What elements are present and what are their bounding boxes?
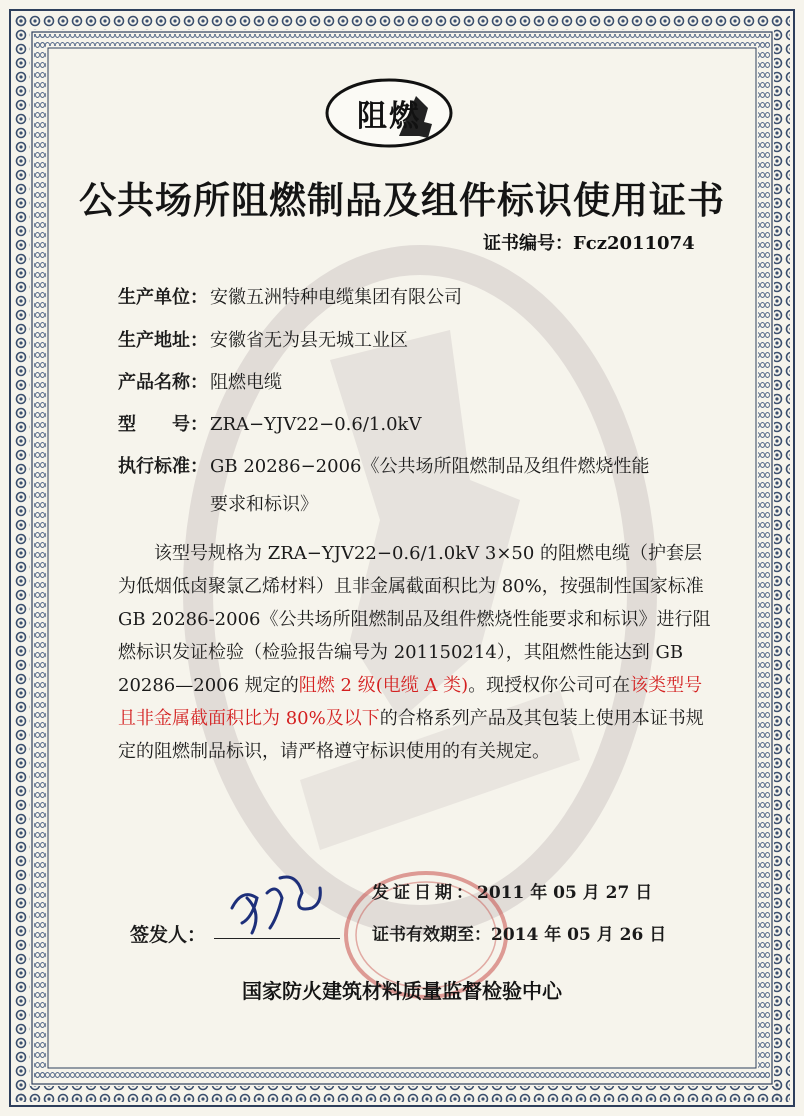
field-value: 阻燃电缆 bbox=[210, 372, 282, 393]
body-text: 该型号规格为 ZRA−YJV22−0.6/1.0kV 3×50 的阻燃电缆（护套层为低烟低卤聚氯乙烯材料）且非金属截面积比为 80%，按强制性国家标准 GB 20286-2006《公共场所阻燃制品及组件燃烧性能要求和标识》进行阻燃标识发证检验（检验报告编号为 201150214），其阻燃性能达到 GB 20286—2006 规定的 bbox=[118, 543, 711, 696]
valid-until bbox=[372, 920, 666, 945]
field-label: 执行标准： bbox=[118, 456, 208, 477]
issue-date-value: 2011 年 05 月 27 日 bbox=[477, 883, 653, 903]
field-manufacturer bbox=[118, 287, 462, 309]
field-value: GB 20286−2006《公共场所阻燃制品及组件燃烧性能 bbox=[210, 456, 650, 477]
field-label: 生产地址： bbox=[118, 330, 208, 351]
valid-until-label: 证书有效期至： bbox=[372, 925, 491, 945]
logo-text: 阻燃 bbox=[357, 99, 421, 134]
field-value: 要求和标识》 bbox=[210, 494, 318, 515]
signature-line bbox=[214, 938, 340, 939]
field-label: 型 号： bbox=[118, 414, 208, 435]
issue-date-label: 发证日期： bbox=[372, 883, 477, 903]
signer-label: 签发人： bbox=[130, 924, 207, 946]
issuing-organization: 国家防火建筑材料质量监督检验中心 bbox=[242, 979, 562, 1003]
body-text: 的合格系列产品及其包装上使用本证书规定的阻燃制品标识，请严格遵守标识使用的有关规定。 bbox=[118, 708, 704, 762]
field-standard bbox=[118, 456, 649, 478]
cert-no-value: Fcz2011074 bbox=[573, 233, 695, 254]
flame-retardant-logo bbox=[324, 78, 454, 148]
field-value: ZRA−YJV22−0.6/1.0kV bbox=[210, 414, 422, 435]
cert-no-label: 证书编号： bbox=[483, 233, 573, 254]
field-product-name bbox=[118, 372, 282, 394]
certificate-body bbox=[118, 537, 714, 768]
body-paragraph bbox=[118, 537, 714, 768]
field-standard-continued bbox=[210, 494, 318, 516]
field-label: 产品名称： bbox=[118, 372, 208, 393]
certificate-number bbox=[483, 229, 695, 255]
field-value: 安徽省无为县无城工业区 bbox=[210, 330, 408, 351]
handwritten-signature bbox=[222, 868, 332, 938]
valid-until-value: 2014 年 05 月 26 日 bbox=[491, 925, 667, 945]
highlight-scope: 该类型号且非金属截面积比为 80%及以下 bbox=[118, 675, 703, 729]
field-label: 生产单位： bbox=[118, 287, 208, 308]
field-value: 安徽五洲特种电缆集团有限公司 bbox=[210, 287, 462, 308]
highlight-grade: 阻燃 2 级(电缆 A 类) bbox=[298, 675, 469, 696]
body-text: 。现授权你公司可在 bbox=[468, 675, 631, 696]
field-model bbox=[118, 414, 421, 436]
field-address bbox=[118, 330, 408, 352]
page-title: 公共场所阻燃制品及组件标识使用证书 bbox=[79, 179, 725, 222]
issue-date bbox=[372, 878, 652, 903]
